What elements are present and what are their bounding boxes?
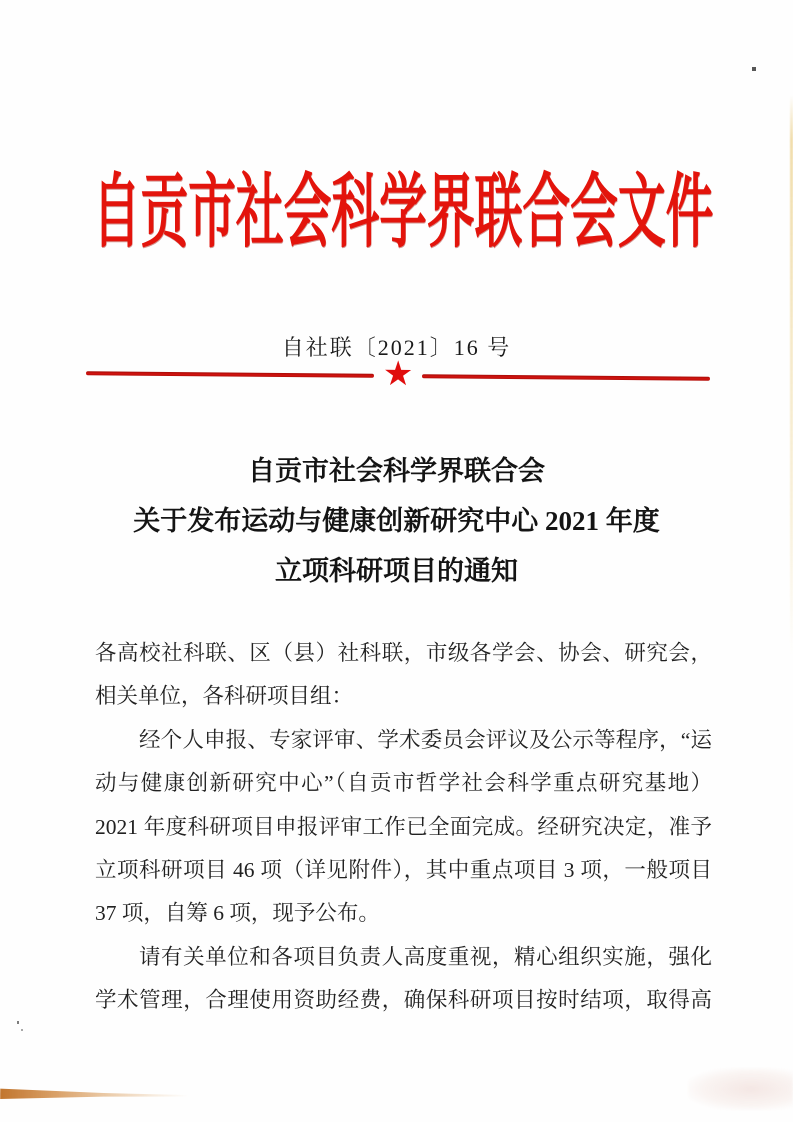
body-line-4: 动与健康创新研究中心”（自贡市哲学社会科学重点研究基地） (95, 771, 712, 796)
divider-line-right (422, 374, 710, 381)
red-divider (86, 355, 710, 394)
body-line-2: 相关单位，各科研项目组： (95, 684, 354, 709)
title-line-1: 自贡市社会科学界联合会 (248, 456, 545, 486)
divider-line-left (86, 371, 374, 378)
body-line-5: 2021 年度科研项目申报评审工作已全面完成。经研究决定，准予 (95, 814, 712, 839)
document-number: 自社联〔2021〕16 号 (281, 335, 512, 360)
scan-speck (752, 67, 756, 71)
body-line-6: 立项科研项目 46 项（详见附件），其中重点项目 3 项，一般项目 (95, 858, 712, 883)
body-line-1: 各高校社科联、区（县）社科联，市级各学会、协会、研究会， (95, 641, 712, 665)
document-body (95, 632, 712, 1023)
body-line-7: 37 项，自筹 6 项，现予公布。 (95, 901, 380, 926)
scan-speck (21, 1029, 23, 1031)
scan-smudge-bottom-right (688, 1068, 793, 1110)
body-line-9: 学术管理，合理使用资助经费，确保科研项目按时结项，取得高 (95, 988, 712, 1013)
masthead-title: 自贡市社会科学界联合会文件 (92, 169, 714, 258)
document-masthead (0, 169, 793, 258)
body-line-8: 请有关单位和各项目负责人高度重视，精心组织实施，强化 (139, 944, 712, 969)
title-line-3: 立项科研项目的通知 (275, 556, 518, 586)
body-line-3: 经个人申报、专家评审、学术委员会评议及公示等程序，“运 (139, 727, 712, 752)
scan-smudge-bottom-left (0, 1087, 188, 1102)
title-line-2: 关于发布运动与健康创新研究中心 2021 年度 (133, 506, 660, 536)
document-title (0, 446, 793, 596)
red-star-icon: ★ (382, 355, 414, 394)
scan-speck (17, 1021, 19, 1024)
